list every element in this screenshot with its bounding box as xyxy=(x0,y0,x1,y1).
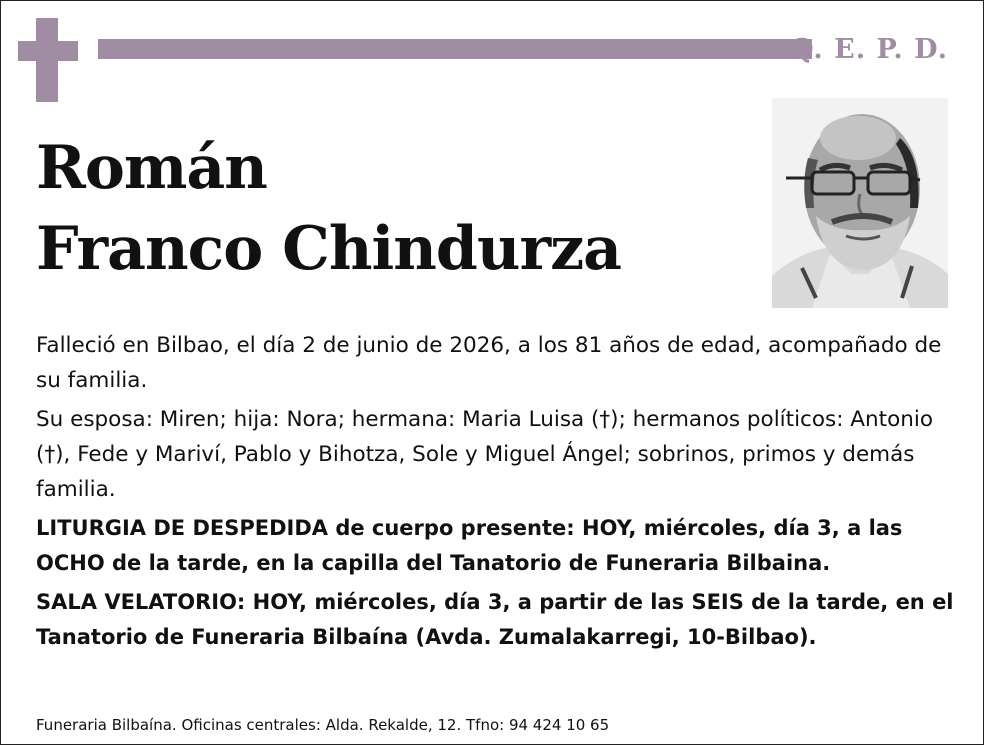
obituary-body xyxy=(36,328,956,659)
family-list: Su esposa: Miren; hija: Nora; hermana: Maria Luisa (†); hermanos políticos: Antonio (†), Fede y Mariví, Pablo y Bihotza, Sole y Miguel Ángel; sobrinos, primos y demás familia. xyxy=(36,407,933,502)
deceased-name xyxy=(36,128,621,290)
first-name: Román xyxy=(36,133,267,203)
qepd-label: Q. E. P. D. xyxy=(790,34,948,65)
portrait-photo xyxy=(772,98,948,308)
death-notice: Falleció en Bilbao, el día 2 de junio de 2026, a los 81 años de edad, acompañado de su familia. xyxy=(36,333,942,393)
cross-icon xyxy=(18,18,78,102)
wake-notice: SALA VELATORIO: HOY, miércoles, día 3, a partir de las SEIS de la tarde, en el Tanatorio de Funeraria Bilbaína (Avda. Zumalakarregi, 10-Bilbao). xyxy=(36,590,954,649)
surnames: Franco Chindurza xyxy=(36,214,622,284)
header-rule xyxy=(98,39,812,59)
liturgy-notice: LITURGIA DE DESPEDIDA de cuerpo presente: HOY, miércoles, día 3, a las OCHO de la tarde, en la capilla del Tanatorio de Funeraria Bilbaina. xyxy=(36,516,903,575)
funeral-home-footer: Funeraria Bilbaína. Oficinas centrales: Alda. Rekalde, 12. Tfno: 94 424 10 65 xyxy=(36,716,610,734)
